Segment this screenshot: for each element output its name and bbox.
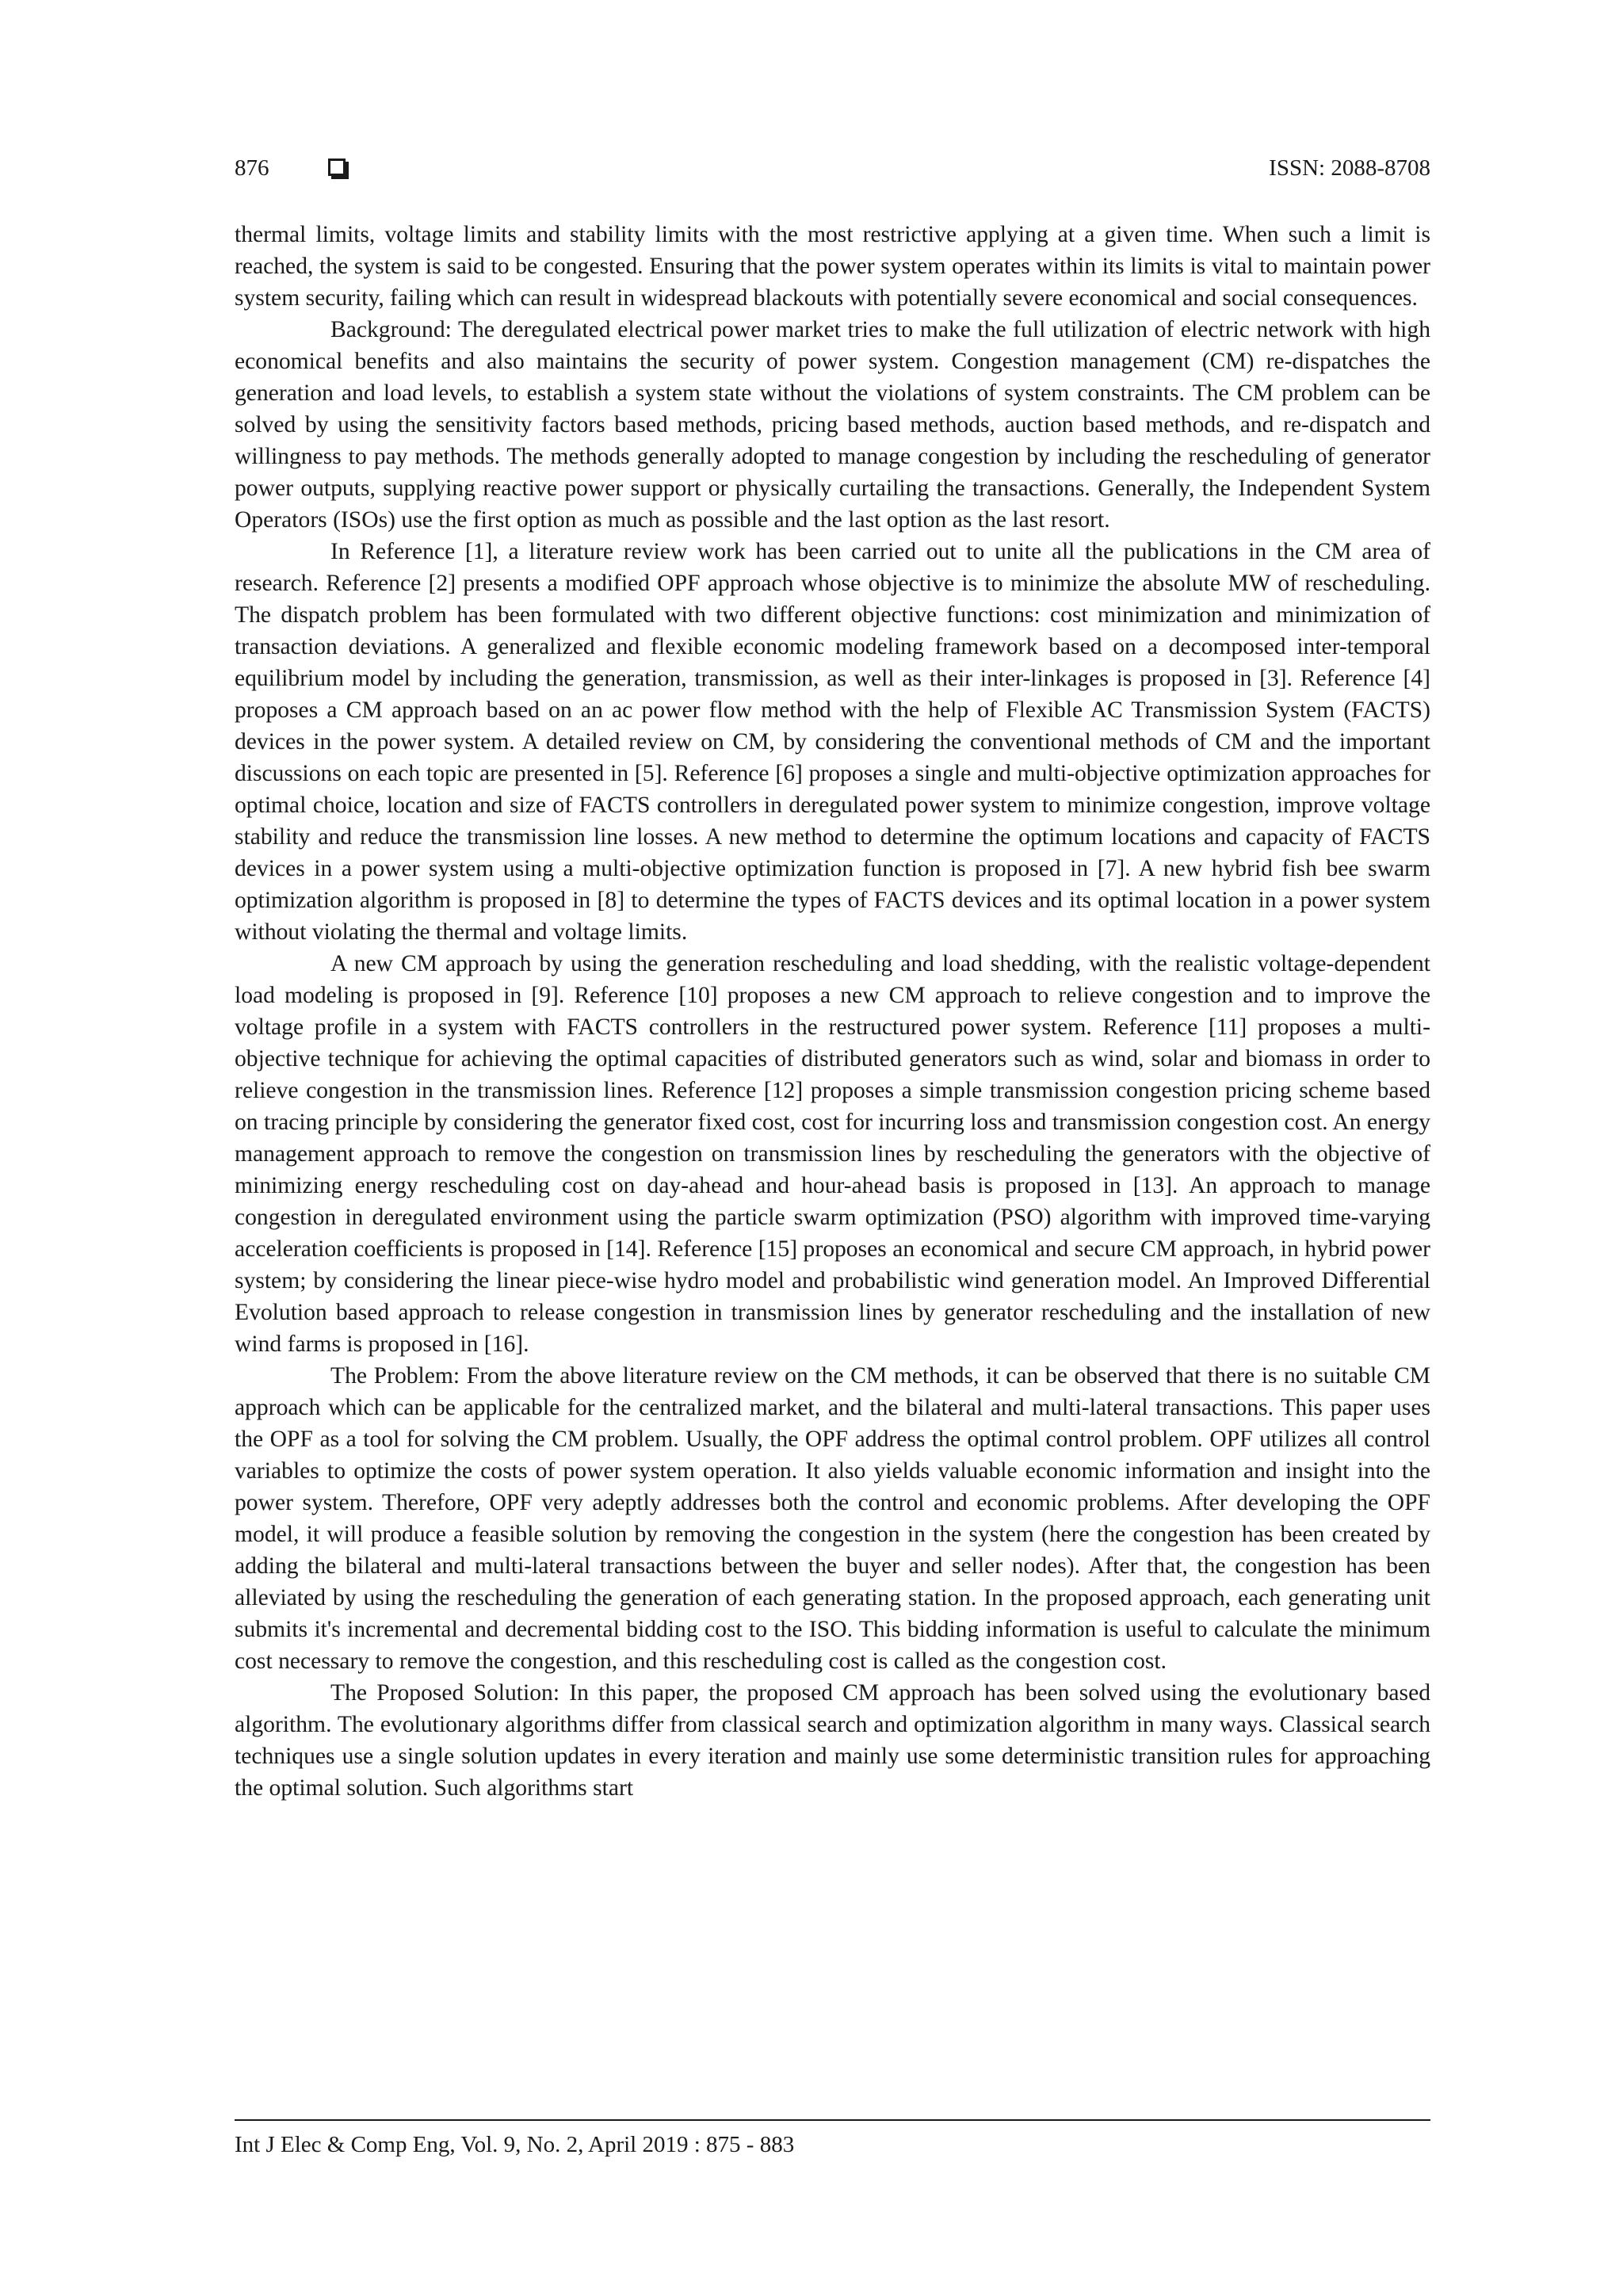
page-number: 876 xyxy=(235,155,269,181)
paragraph-problem: The Problem: From the above literature review on the CM methods, it can be observed that there is no suitable CM approach which can be applicable for the centralized market, and the bilateral and multi-lateral transactions. This paper uses the OPF as a tool for solving the CM problem. Usually, the OPF address the optimal control problem. OPF utilizes all control variables to optimize the costs of power system operation. It also yields valuable economic information and insight into the power system. Therefore, OPF very adeptly addresses both the control and economic problems. After developing the OPF model, it will produce a feasible solution by removing the congestion in the system (here the congestion has been created by adding the bilateral and multi-lateral transactions between the buyer and seller nodes). After that, the congestion has been alleviated by using the rescheduling the generation of each generating station. In the proposed approach, each generating unit submits it's incremental and decremental bidding cost to the ISO. This bidding information is useful to calculate the minimum cost necessary to remove the congestion, and this rescheduling cost is called as the congestion cost. xyxy=(235,1363,1430,1674)
paragraph-background: Background: The deregulated electrical power market tries to make the full utilization of electric network with high economical benefits and also maintains the security of power system. Congestion management (CM) re-dispatches the generation and load levels, to establish a system state without the violations of system constraints. The CM problem can be solved by using the sensitivity factors based methods, pricing based methods, auction based methods, and re-dispatch and willingness to pay methods. The methods generally adopted to manage congestion by including the rescheduling of generator power outputs, supplying reactive power support or physically curtailing the transactions. Generally, the Independent System Operators (ISOs) use the first option as much as possible and the last option as the last resort. xyxy=(235,317,1430,533)
footer-citation: Int J Elec & Comp Eng, Vol. 9, No. 2, April 2019 : 875 - 883 xyxy=(235,2132,795,2157)
paragraph-proposed-solution: The Proposed Solution: In this paper, the proposed CM approach has been solved using the evolutionary based algorithm. The evolutionary algorithms differ from classical search and optimization algorithm in many ways. Classical search techniques use a single solution updates in every iteration and mainly use some deterministic transition rules for approaching the optimal solution. Such algorithms start xyxy=(235,1680,1430,1801)
paragraph-continuation: thermal limits, voltage limits and stability limits with the most restrictive applying at a given time. When such a limit is reached, the system is said to be congested. Ensuring that the power system operates within its limits is vital to maintain power system security, failing which can result in widespread blackouts with potentially severe economical and social consequences. xyxy=(235,222,1430,311)
page-header xyxy=(235,155,1430,190)
footer-divider xyxy=(235,2119,1430,2121)
body-text xyxy=(235,219,1430,1804)
issn-label: ISSN: 2088-8708 xyxy=(1269,155,1430,181)
paragraph-literature-review: In Reference [1], a literature review work has been carried out to unite all the publications in the CM area of research. Reference [2] presents a modified OPF approach whose objective is to minimize the absolute MW of rescheduling. The dispatch problem has been formulated with two different objective functions: cost minimization and minimization of transaction deviations. A generalized and flexible economic modeling framework based on a decomposed inter-temporal equilibrium model by including the generation, transmission, as well as their inter-linkages is proposed in [3]. Reference [4] proposes a CM approach based on an ac power flow method with the help of Flexible AC Transmission System (FACTS) devices in the power system. A detailed review on CM, by considering the conventional methods of CM and the important discussions on each topic are presented in [5]. Reference [6] proposes a single and multi-objective optimization approaches for optimal choice, location and size of FACTS controllers in deregulated power system to minimize congestion, improve voltage stability and reduce the transmission line losses. A new method to determine the optimum locations and capacity of FACTS devices in a power system using a multi-objective optimization function is proposed in [7]. A new hybrid fish bee swarm optimization algorithm is proposed in [8] to determine the types of FACTS devices and its optimal location in a power system without violating the thermal and voltage limits. xyxy=(235,539,1430,945)
paragraph-cm-approaches: A new CM approach by using the generation rescheduling and load shedding, with the realistic voltage-dependent load modeling is proposed in [9]. Reference [10] proposes a new CM approach to relieve congestion and to improve the voltage profile in a system with FACTS controllers in the restructured power system. Reference [11] proposes a multi-objective technique for achieving the optimal capacities of distributed generators such as wind, solar and biomass in order to relieve congestion in the transmission lines. Reference [12] proposes a simple transmission congestion pricing scheme based on tracing principle by considering the generator fixed cost, cost for incurring loss and transmission congestion cost. An energy management approach to remove the congestion on transmission lines by rescheduling the generators with the objective of minimizing energy rescheduling cost on day-ahead and hour-ahead basis is proposed in [13]. An approach to manage congestion in deregulated environment using the particle swarm optimization (PSO) algorithm with improved time-varying acceleration coefficients is proposed in [14]. Reference [15] proposes an economical and secure CM approach, in hybrid power system; by considering the linear piece-wise hydro model and probabilistic wind generation model. An Improved Differential Evolution based approach to release congestion in transmission lines by generator rescheduling and the installation of new wind farms is proposed in [16]. xyxy=(235,951,1430,1357)
square-bullet-icon xyxy=(328,159,346,176)
